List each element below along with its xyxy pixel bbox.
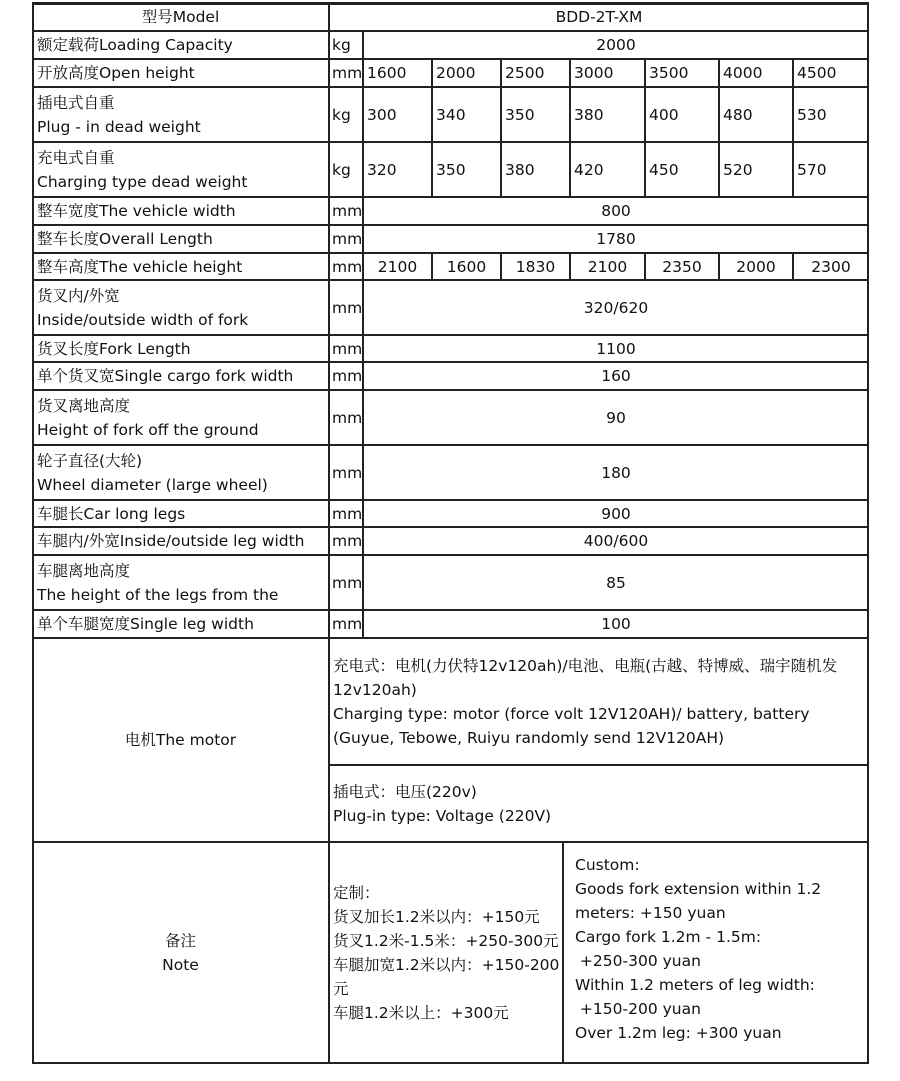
grid-line [500, 59, 502, 87]
row-label-cn: 货叉内/外宽 [37, 286, 120, 305]
row-value: 3000 [574, 64, 614, 82]
row-value: 1830 [515, 257, 556, 276]
grid-line [431, 142, 433, 197]
row-value: 480 [723, 105, 753, 124]
value-wheel [363, 445, 869, 500]
value-fork_width [363, 280, 869, 335]
value-leg_width [363, 527, 869, 555]
grid-line [718, 253, 720, 280]
note-en-line: +150-200 yuan [575, 1000, 701, 1018]
value-charge_weight-0 [363, 142, 432, 197]
row-unit: mm [332, 64, 363, 82]
value-single_leg [363, 610, 869, 638]
value-charge_weight-6 [793, 142, 869, 197]
row-unit: mm [332, 230, 363, 248]
grid-line [718, 87, 720, 142]
label-fork_width [32, 280, 329, 335]
grid-line [792, 253, 794, 280]
label-charge_weight [32, 142, 329, 197]
value-open_height-1 [432, 59, 501, 87]
row-value: 320 [367, 160, 397, 179]
grid-line [644, 142, 646, 197]
motor-charging-line: Charging type: motor (force volt 12V120AH)/ battery, battery [333, 704, 810, 723]
note-cn-line: 车腿1.2米以上：+300元 [333, 1003, 509, 1022]
row-value: 2000 [596, 36, 636, 54]
value-plugin_weight-3 [570, 87, 645, 142]
model-value: BDD-2T-XM [555, 8, 643, 26]
row-label: 单个车腿宽度Single leg width [37, 615, 254, 633]
model-value-cell [329, 3, 869, 31]
value-length [363, 225, 869, 253]
motor-label: 电机The motor [124, 731, 237, 749]
note-en-line: Goods fork extension within 1.2 [575, 880, 822, 898]
motor-charging-cell [329, 638, 869, 765]
unit-capacity [329, 31, 363, 59]
value-plugin_weight-2 [501, 87, 570, 142]
row-value: 300 [367, 105, 397, 124]
row-value: 180 [601, 463, 631, 482]
value-height-3 [570, 253, 645, 280]
grid-line [500, 253, 502, 280]
unit-height [329, 253, 363, 280]
value-leg_ground [363, 555, 869, 610]
unit-fork_width [329, 280, 363, 335]
value-legs [363, 500, 869, 527]
value-width [363, 197, 869, 225]
row-value: 420 [574, 160, 604, 179]
value-fork_ground [363, 390, 869, 445]
unit-single_leg [329, 610, 363, 638]
value-plugin_weight-5 [719, 87, 793, 142]
row-label: 车腿内/外宽Inside/outside leg width [37, 532, 305, 550]
row-label-en: Height of fork off the ground [37, 420, 259, 439]
value-charge_weight-2 [501, 142, 570, 197]
grid-line [792, 87, 794, 142]
grid-line [644, 253, 646, 280]
value-height-1 [432, 253, 501, 280]
row-value: 340 [436, 105, 466, 124]
grid-line [431, 253, 433, 280]
row-value: 2500 [505, 64, 545, 82]
note-en-line: Within 1.2 meters of leg width: [575, 976, 815, 994]
row-label: 单个货叉宽Single cargo fork width [37, 367, 294, 385]
row-label-en: The height of the legs from the [37, 585, 279, 604]
row-label-en: Inside/outside width of fork [37, 310, 249, 329]
row-unit: mm [332, 463, 363, 482]
row-value: 530 [797, 105, 827, 124]
unit-open_height [329, 59, 363, 87]
row-value: 4000 [723, 64, 763, 82]
label-plugin_weight [32, 87, 329, 142]
value-charge_weight-3 [570, 142, 645, 197]
row-unit: mm [332, 615, 363, 633]
motor-charging-line: (Guyue, Tebowe, Ruiyu randomly send 12V120AH) [333, 728, 725, 747]
value-height-5 [719, 253, 793, 280]
row-value: 160 [601, 367, 631, 385]
grid-line [569, 87, 571, 142]
note-en-line: Custom: [575, 856, 640, 874]
row-unit: kg [332, 105, 351, 124]
row-label-cn: 货叉离地高度 [37, 396, 131, 415]
row-value: 400/600 [583, 532, 649, 550]
unit-width [329, 197, 363, 225]
model-label: 型号Model [141, 8, 220, 26]
row-label: 整车高度The vehicle height [37, 257, 243, 276]
row-value: 2100 [377, 257, 418, 276]
label-single_leg [32, 610, 329, 638]
row-value: 90 [606, 408, 626, 427]
value-open_height-0 [363, 59, 432, 87]
row-value: 1780 [596, 230, 636, 248]
label-width [32, 197, 329, 225]
grid-line [569, 253, 571, 280]
value-plugin_weight-0 [363, 87, 432, 142]
row-label-en: Plug - in dead weight [37, 117, 201, 136]
note-cn-line: 元 [333, 979, 349, 998]
row-value: 3500 [649, 64, 689, 82]
label-single_fork [32, 362, 329, 390]
row-unit: mm [332, 257, 363, 276]
value-height-4 [645, 253, 719, 280]
value-open_height-6 [793, 59, 869, 87]
row-label: 整车长度Overall Length [37, 230, 213, 248]
row-value: 100 [601, 615, 631, 633]
value-height-6 [793, 253, 869, 280]
note-cn-line: 货叉1.2米-1.5米：+250-300元 [333, 931, 559, 950]
grid-line [431, 87, 433, 142]
note-en-line: +250-300 yuan [575, 952, 701, 970]
label-fork_ground [32, 390, 329, 445]
row-label-cn: 轮子直径(大轮) [37, 451, 143, 470]
note-en-cell [563, 842, 869, 1063]
value-fork_length [363, 335, 869, 362]
spec-table [32, 3, 869, 1063]
row-label: 车腿长Car long legs [37, 504, 186, 523]
label-capacity [32, 31, 329, 59]
row-value: 800 [601, 202, 631, 220]
grid-line [569, 142, 571, 197]
row-value: 320/620 [583, 298, 649, 317]
note-cn-line: 定制： [333, 883, 380, 902]
row-unit: mm [332, 532, 363, 550]
row-value: 900 [601, 504, 631, 523]
row-unit: kg [332, 36, 351, 54]
row-value: 2100 [587, 257, 628, 276]
value-charge_weight-1 [432, 142, 501, 197]
label-wheel [32, 445, 329, 500]
value-capacity [363, 31, 869, 59]
row-label: 整车宽度The vehicle width [37, 202, 236, 220]
grid-line [792, 59, 794, 87]
motor-label-cell [32, 638, 329, 842]
row-unit: mm [332, 504, 363, 523]
label-leg_ground [32, 555, 329, 610]
value-charge_weight-4 [645, 142, 719, 197]
row-value: 450 [649, 160, 679, 179]
row-value: 1600 [367, 64, 407, 82]
value-open_height-2 [501, 59, 570, 87]
row-label-cn: 插电式自重 [37, 93, 115, 112]
row-label-en: Charging type dead weight [37, 172, 248, 191]
grid-line [500, 142, 502, 197]
row-value: 380 [574, 105, 604, 124]
row-label: 开放高度Open height [37, 64, 195, 82]
unit-length [329, 225, 363, 253]
unit-charge_weight [329, 142, 363, 197]
note-label-cell [32, 842, 329, 1063]
grid-line [569, 59, 571, 87]
label-open_height [32, 59, 329, 87]
value-open_height-5 [719, 59, 793, 87]
row-value: 4500 [797, 64, 837, 82]
value-height-2 [501, 253, 570, 280]
value-height-0 [363, 253, 432, 280]
label-length [32, 225, 329, 253]
grid-line [32, 3, 869, 5]
value-plugin_weight-6 [793, 87, 869, 142]
value-plugin_weight-4 [645, 87, 719, 142]
grid-line [431, 59, 433, 87]
model-label-cell [32, 3, 329, 31]
row-value: 380 [505, 160, 535, 179]
row-label-cn: 充电式自重 [37, 148, 115, 167]
grid-line [644, 59, 646, 87]
unit-wheel [329, 445, 363, 500]
motor-charging-line: 充电式：电机(力伏特12v120ah)/电池、电瓶(古越、特博威、瑞宇随机发 [333, 656, 838, 675]
row-value: 2000 [436, 64, 476, 82]
row-value: 400 [649, 105, 679, 124]
motor-charging-line: 12v120ah) [333, 680, 417, 699]
row-label: 额定载荷Loading Capacity [37, 36, 233, 54]
note-label-en: Note [162, 955, 199, 974]
row-value: 2350 [662, 257, 702, 276]
row-unit: mm [332, 367, 363, 385]
unit-fork_ground [329, 390, 363, 445]
note-cn-cell [329, 842, 563, 1063]
row-value: 520 [723, 160, 753, 179]
value-plugin_weight-1 [432, 87, 501, 142]
label-legs [32, 500, 329, 527]
motor-plugin-line: 插电式：电压(220v) [333, 782, 477, 801]
grid-line [500, 87, 502, 142]
unit-single_fork [329, 362, 363, 390]
row-value: 85 [606, 573, 626, 592]
note-en-line: Cargo fork 1.2m - 1.5m: [575, 928, 762, 946]
row-unit: mm [332, 339, 363, 358]
unit-leg_ground [329, 555, 363, 610]
value-charge_weight-5 [719, 142, 793, 197]
note-cn-line: 货叉加长1.2米以内：+150元 [333, 907, 540, 926]
row-value: 2000 [736, 257, 776, 276]
grid-line [867, 3, 869, 1063]
grid-line [32, 3, 34, 1063]
row-unit: kg [332, 160, 351, 179]
row-value: 350 [436, 160, 466, 179]
label-fork_length [32, 335, 329, 362]
motor-plugin-cell [329, 765, 869, 842]
row-value: 1600 [446, 257, 487, 276]
row-label-en: Wheel diameter (large wheel) [37, 475, 268, 494]
grid-line [32, 1062, 869, 1064]
row-value: 1100 [596, 339, 636, 358]
note-en-line: meters: +150 yuan [575, 904, 726, 922]
grid-line [644, 87, 646, 142]
unit-fork_length [329, 335, 363, 362]
row-label: 货叉长度Fork Length [37, 339, 191, 358]
row-label-cn: 车腿离地高度 [37, 561, 131, 580]
label-height [32, 253, 329, 280]
grid-line [328, 3, 330, 31]
value-open_height-3 [570, 59, 645, 87]
unit-legs [329, 500, 363, 527]
row-value: 2300 [811, 257, 851, 276]
unit-leg_width [329, 527, 363, 555]
value-single_fork [363, 362, 869, 390]
row-value: 570 [797, 160, 827, 179]
note-cn-line: 车腿加宽1.2米以内：+150-200 [333, 955, 560, 974]
grid-line [718, 142, 720, 197]
grid-line [718, 59, 720, 87]
motor-plugin-line: Plug-in type: Voltage (220V) [333, 806, 552, 825]
grid-line [792, 142, 794, 197]
note-en-line: Over 1.2m leg: +300 yuan [575, 1024, 782, 1042]
unit-plugin_weight [329, 87, 363, 142]
note-label-cn: 备注 [164, 931, 196, 950]
row-unit: mm [332, 408, 363, 427]
row-unit: mm [332, 202, 363, 220]
row-unit: mm [332, 573, 363, 592]
label-leg_width [32, 527, 329, 555]
row-value: 350 [505, 105, 535, 124]
value-open_height-4 [645, 59, 719, 87]
row-unit: mm [332, 298, 363, 317]
